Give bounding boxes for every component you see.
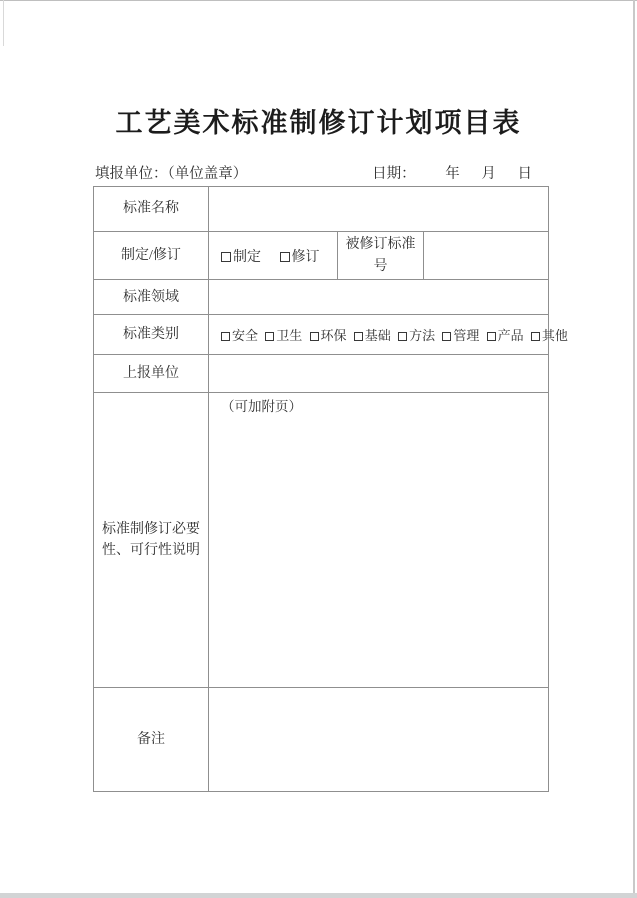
checkbox-safety[interactable] [221,328,258,343]
reporting-unit-field [209,355,549,393]
scan-edge-left [3,0,4,46]
formulate-revise-label: 制定/修订 [94,232,209,280]
date-line [372,162,532,183]
standard-name-label: 标准名称 [94,187,209,232]
row-standard-category [94,315,549,355]
checkbox-product-label: 产品 [497,328,524,344]
checkbox-basic-icon [354,332,363,341]
checkbox-environment-label: 环保 [320,328,347,344]
checkbox-other-icon [531,332,540,341]
checkbox-management-icon [442,332,451,341]
checkbox-hygiene-icon [265,332,274,341]
checkbox-revise-icon [280,252,290,262]
standard-name-field [209,187,549,232]
form-title: 工艺美术标准制修订计划项目表 [115,108,522,138]
remarks-label: 备注 [94,688,209,792]
row-standard-field [94,280,549,315]
reporting-unit-label: 上报单位 [94,355,209,393]
checkbox-safety-label: 安全 [232,328,259,344]
standard-category-field [209,315,568,355]
standard-field-field [209,280,549,315]
checkbox-formulate-icon [221,252,231,262]
checkbox-formulate[interactable] [221,250,261,265]
checkbox-basic-label: 基础 [364,328,391,344]
form-meta-row [95,162,532,183]
checkbox-other[interactable] [531,328,568,343]
checkbox-method[interactable] [398,328,435,343]
checkbox-method-icon [398,332,407,341]
date-day-label: 日 [517,166,532,182]
checkbox-revise[interactable] [280,250,320,265]
checkbox-product[interactable] [487,328,524,343]
row-remarks [94,688,549,792]
checkbox-basic[interactable] [354,328,391,343]
standard-field-label: 标准领域 [94,280,209,315]
checkbox-other-label: 其他 [541,328,568,344]
row-necessity [94,393,549,688]
revised-standard-no-field [424,232,549,280]
checkbox-management-label: 管理 [453,328,480,344]
date-month-label: 月 [481,166,496,182]
necessity-label: 标准制修订必要性、可行性说明 [94,393,209,688]
date-year-label: 年 [445,166,460,182]
scan-edge-bottom [0,893,637,898]
checkbox-method-label: 方法 [409,328,436,344]
date-label: 日期： [372,166,416,182]
row-formulate-revise [94,232,549,280]
checkbox-environment[interactable] [310,328,347,343]
checkbox-hygiene-label: 卫生 [276,328,303,344]
standard-category-label: 标准类别 [94,315,209,355]
checkbox-safety-icon [221,332,230,341]
checkbox-product-icon [487,332,496,341]
form-table [93,186,568,792]
necessity-hint: （可加附页） [221,399,302,415]
checkbox-revise-label: 修订 [291,249,320,265]
checkbox-management[interactable] [442,328,479,343]
remarks-field [209,688,549,792]
checkbox-hygiene[interactable] [265,328,302,343]
reporting-unit-stamp-label: 填报单位：（单位盖章） [95,166,248,182]
necessity-field [209,393,549,688]
checkbox-environment-icon [310,332,319,341]
revised-standard-no-label: 被修订标准号 [338,232,424,280]
scan-edge-top [0,0,637,1]
row-reporting-unit [94,355,549,393]
row-standard-name [94,187,549,232]
formulate-revise-field [209,232,338,280]
checkbox-formulate-label: 制定 [233,249,261,265]
